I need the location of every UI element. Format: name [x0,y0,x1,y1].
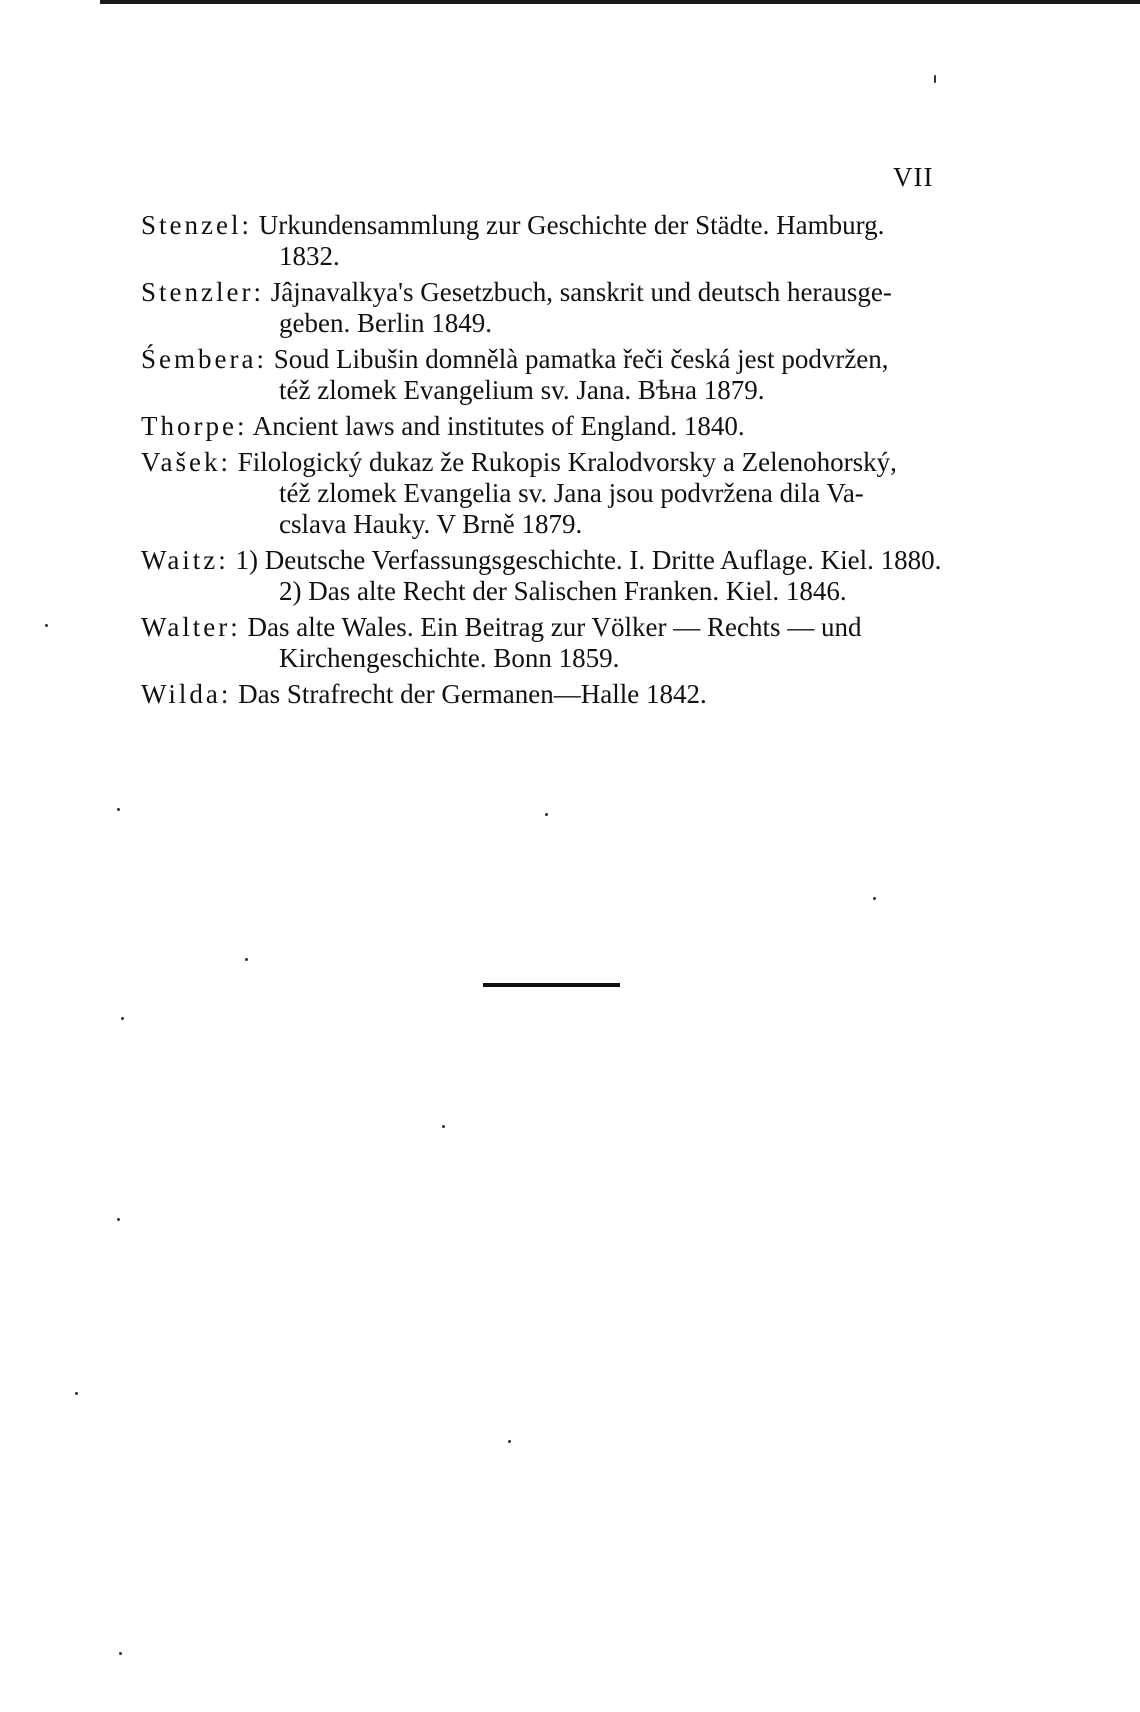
entry-text: Soud Libušin domnělà pamatka řeči česká jest podvržen, [273,344,889,374]
entry-text-continuation: 2) Das alte Recht der Salischen Franken. Kiel. 1846. [279,576,847,606]
entry-author: Wilda: [141,679,232,709]
entry-text: Ancient laws and institutes of England. 1840. [252,411,745,441]
entry-author: Walter: [141,612,241,642]
entry-author: Śembera: [141,344,267,374]
bibliography-entry [141,277,976,339]
bibliography-entry [141,210,976,272]
bibliography-entry [141,612,976,674]
entry-author: Stenzler: [141,277,264,307]
print-speck [119,1652,122,1655]
print-speck [121,1017,124,1020]
entry-text: Das alte Wales. Ein Beitrag zur Völker — Rechts — und [247,612,862,642]
top-border-rule [100,0,1140,4]
print-speck [117,1218,120,1221]
print-speck [873,897,876,900]
page-number: VII [893,162,934,192]
entry-text: Urkundensammlung zur Geschichte der Städte. Hamburg. [258,210,885,240]
bibliography-entry [141,545,976,607]
bibliography-entry [141,447,976,540]
bibliography-list [141,210,976,715]
print-speck [117,808,120,811]
entry-text: Filologický dukaz že Rukopis Kralodvorsky a Zelenohorský, [237,447,897,477]
bibliography-entry [141,344,976,406]
entry-author: Waitz: [141,545,229,575]
entry-author: Stenzel: [141,210,252,240]
entry-text: Das Strafrecht der Germanen—Halle 1842. [238,679,707,709]
entry-text-continuation: geben. Berlin 1849. [279,308,492,338]
entry-author: Thorpe: [141,411,248,441]
entry-text-continuation: Kirchengeschichte. Bonn 1859. [279,643,620,673]
bibliography-entry [141,679,976,710]
section-end-rule [483,983,620,987]
bibliography-entry [141,411,976,442]
print-speck [75,1392,78,1395]
entry-author: Vašek: [141,447,231,477]
entry-text: Jâjnavalkya's Gesetzbuch, sanskrit und deutsch herausge- [270,277,892,307]
entry-text-continuation: 1832. [279,241,340,271]
print-speck [545,813,548,816]
entry-text: 1) Deutsche Verfassungsgeschichte. I. Dritte Auflage. Kiel. 1880. [235,545,942,575]
entry-text-continuation: též zlomek Evangelia sv. Jana jsou podvržena dila Va- [279,478,864,508]
print-speck [442,1125,445,1128]
print-speck [508,1440,511,1443]
print-speck [934,75,936,83]
print-speck [245,958,248,961]
print-speck [45,624,48,627]
entry-text-continuation: též zlomek Evangelium sv. Jana. Bѣна 1879. [279,375,765,405]
entry-text-continuation: cslava Hauky. V Brně 1879. [279,509,583,539]
